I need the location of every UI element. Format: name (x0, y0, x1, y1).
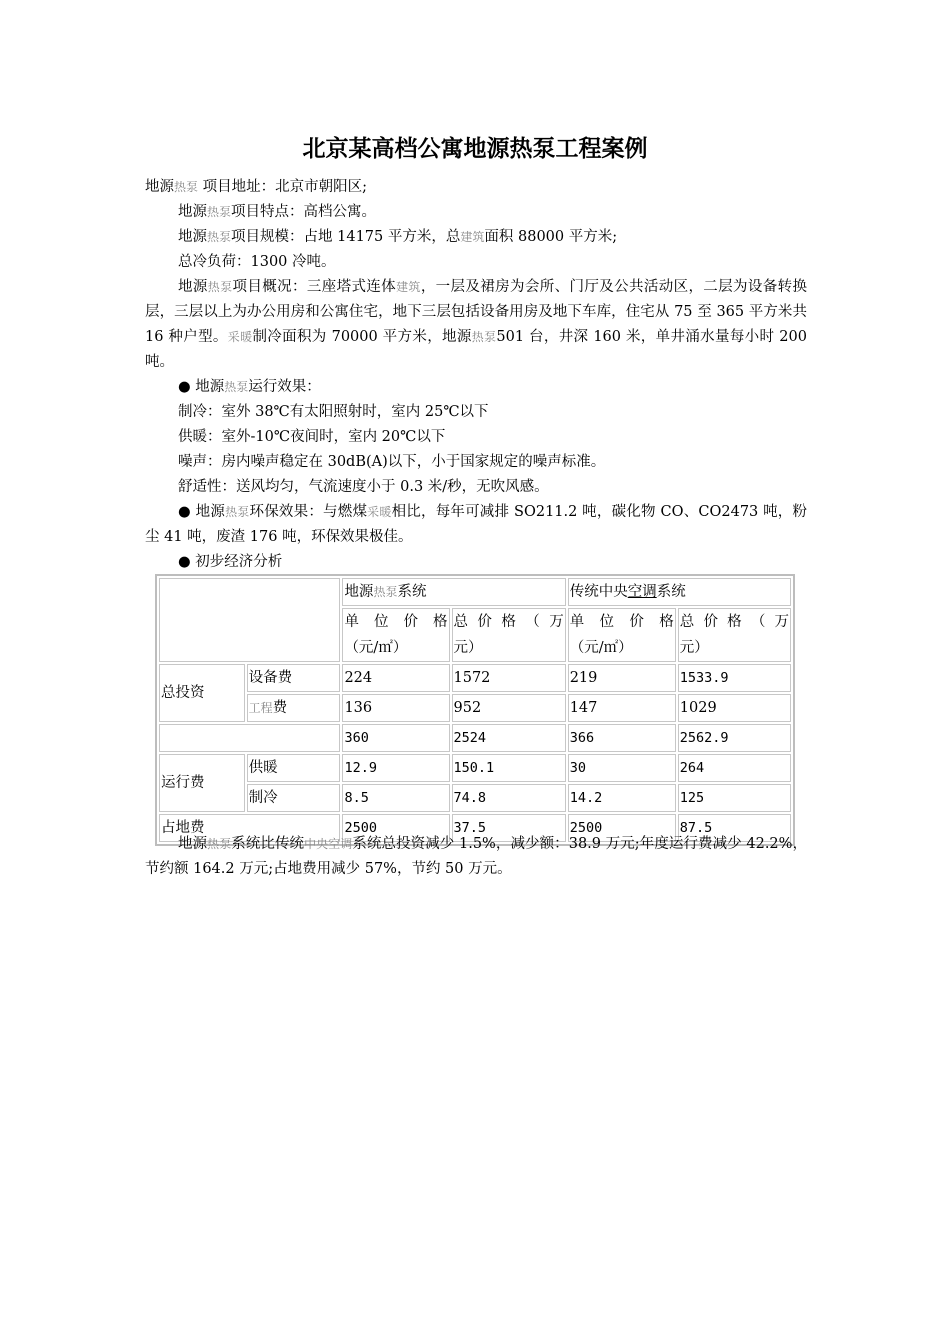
text-run: 501 台，井深 160 米，单井涌水量每小时 200 吨。 (145, 329, 807, 370)
environment-effect (145, 500, 807, 550)
text-run: 单 位 价 格 (569, 614, 674, 630)
keyword-link[interactable]: 热泵 (471, 330, 497, 344)
project-overview (145, 275, 807, 375)
table-row (159, 694, 791, 722)
text-run: 地源 (344, 584, 374, 600)
text-run: 制冷面积为 70000 平方米，地源 (252, 329, 472, 345)
project-feature (145, 200, 807, 225)
header-total-price (678, 608, 791, 662)
page-title: 北京某高档公寓地源热泵工程案例 (302, 136, 648, 162)
table-cell: 12.9 (342, 754, 449, 782)
table-cell: 2562.9 (678, 724, 791, 752)
text-run: 元） (453, 640, 483, 656)
table-cell: 1572 (452, 664, 566, 692)
text-run: 费 (272, 700, 288, 716)
table-cell: 147 (568, 694, 676, 722)
row-label-engineering (247, 694, 341, 722)
effect-heating: 供暖：室外-10℃夜间时，室内 20℃以下 (178, 429, 446, 445)
keyword-link[interactable]: 热泵 (207, 280, 233, 294)
cost-comparison-table (155, 574, 795, 846)
text-run: 地源 (178, 836, 208, 852)
text-run: 项目特点：高档公寓。 (231, 204, 377, 220)
table-row (159, 724, 791, 752)
text-run: 运行效果： (248, 379, 321, 395)
table-row (159, 664, 791, 692)
analysis-heading: ● 初步经济分析 (178, 554, 283, 570)
cooling-load: 总冷负荷：1300 冷吨。 (178, 254, 336, 270)
text-run: ● 地源 (178, 379, 225, 395)
text-run: 项目概况：三座塔式连体 (232, 279, 397, 295)
text-run: 系统总投资减少 1.5%，减少额：38.9 万元;年度运行费减少 42.2%，节约额 164.2 万元;占地费用减少 57%，节约 50 万元。 (145, 836, 808, 877)
text-run: 面积 88000 平方米; (484, 229, 618, 245)
row-label-total-investment: 总投资 (159, 664, 245, 722)
keyword-link[interactable]: 工程 (248, 701, 273, 715)
table-cell: 2524 (452, 724, 566, 752)
project-scale (145, 225, 807, 250)
intro-section (145, 175, 807, 575)
header-total-price (452, 608, 566, 662)
keyword-link[interactable]: 建筑 (460, 230, 485, 244)
text-run: 单 位 价 格 (344, 614, 448, 630)
conclusion-section (145, 832, 807, 882)
row-label-heating: 供暖 (247, 754, 341, 782)
table-cell: 2500 (568, 814, 676, 842)
text-run: （元/㎡） (344, 640, 408, 656)
table-cell: 2500 (342, 814, 449, 842)
keyword-link[interactable]: 热泵 (225, 505, 250, 519)
table-cell-empty (159, 724, 340, 752)
keyword-link[interactable]: 采暖 (367, 505, 392, 519)
header-traditional-system (568, 578, 791, 606)
table-cell: 952 (452, 694, 566, 722)
table-cell: 8.5 (342, 784, 449, 812)
effect-noise: 噪声：房内噪声稳定在 30dB(A)以下，小于国家规定的噪声标准。 (178, 454, 606, 470)
text-run: 元） (679, 640, 709, 656)
text-run: 项目规模：占地 14175 平方米，总 (231, 229, 461, 245)
text-run: （元/㎡） (569, 640, 633, 656)
effect-comfort: 舒适性：送风均匀，气流速度小于 0.3 米/秒，无吹风感。 (178, 479, 549, 495)
keyword-link[interactable]: 热泵 (207, 837, 232, 851)
effects-heading (145, 375, 807, 400)
text-run: 环保效果：与燃煤 (249, 504, 368, 520)
table-cell: 360 (342, 724, 449, 752)
table-cell: 366 (568, 724, 676, 752)
row-label-running-cost: 运行费 (159, 754, 245, 812)
text-run: ● 地源 (178, 504, 226, 520)
keyword-link[interactable]: 热泵 (373, 585, 398, 599)
header-geothermal-system (342, 578, 565, 606)
table-cell-empty (159, 578, 340, 662)
keyword-link[interactable]: 建筑 (396, 280, 421, 294)
text-run: 地源 (178, 229, 207, 245)
text-run: 项目地址：北京市朝阳区; (198, 179, 368, 195)
conclusion-paragraph (145, 832, 807, 882)
table-row (159, 754, 791, 782)
table-cell: 1533.9 (678, 664, 791, 692)
keyword-link[interactable]: 热泵 (207, 205, 232, 219)
text-run: 地源 (145, 179, 174, 195)
table-cell: 74.8 (452, 784, 566, 812)
row-label-equipment: 设备费 (247, 664, 341, 692)
keyword-link[interactable]: 热泵 (224, 380, 249, 394)
keyword-link[interactable]: 采暖 (227, 330, 253, 344)
text-run: 系统比传统 (231, 836, 305, 852)
table-row (159, 578, 791, 606)
table-cell: 136 (342, 694, 449, 722)
table-cell: 224 (342, 664, 449, 692)
keyword-link[interactable]: 热泵 (174, 180, 199, 194)
header-unit-price (342, 608, 449, 662)
table-cell: 87.5 (678, 814, 791, 842)
table-cell: 30 (568, 754, 676, 782)
table-cell: 219 (568, 664, 676, 692)
table-cell: 1029 (678, 694, 791, 722)
table-cell: 125 (678, 784, 791, 812)
effect-cooling: 制冷：室外 38℃有太阳照射时，室内 25℃以下 (178, 404, 489, 420)
text-run: 相比，每年可减排 SO211.2 吨，碳化物 CO、CO2473 吨，粉尘 41 吨，废渣 176 吨，环保效果极佳。 (145, 504, 808, 545)
text-run: 总 价 格 （ 万 (453, 614, 564, 630)
table-cell: 14.2 (568, 784, 676, 812)
project-address (145, 175, 807, 200)
text-run: 传统中央 (569, 584, 628, 600)
text-run: 地源 (178, 204, 207, 220)
header-unit-price (568, 608, 676, 662)
text-run: ，一层及裙房为会所、门厅及公共活动区，二层为设备转换层，三层以上为办公用房和公寓住宅，地下三层包括设备用房及地下车库，住宅从 75 至 365 平方米共 16 种户型。 (145, 279, 808, 345)
table-cell: 264 (678, 754, 791, 782)
keyword-link[interactable]: 空调 (627, 584, 657, 600)
text-run: 系统 (656, 584, 686, 600)
keyword-link[interactable]: 热泵 (207, 230, 232, 244)
text-run: 地源 (178, 279, 208, 295)
table-row (159, 784, 791, 812)
text-run: 系统 (397, 584, 427, 600)
table-cell: 150.1 (452, 754, 566, 782)
keyword-link[interactable]: 中央空调 (304, 837, 353, 851)
table-cell: 37.5 (452, 814, 566, 842)
text-run: 总 价 格 （ 万 (679, 614, 789, 630)
row-label-cooling: 制冷 (247, 784, 341, 812)
row-label-land-cost: 占地费 (159, 814, 340, 842)
